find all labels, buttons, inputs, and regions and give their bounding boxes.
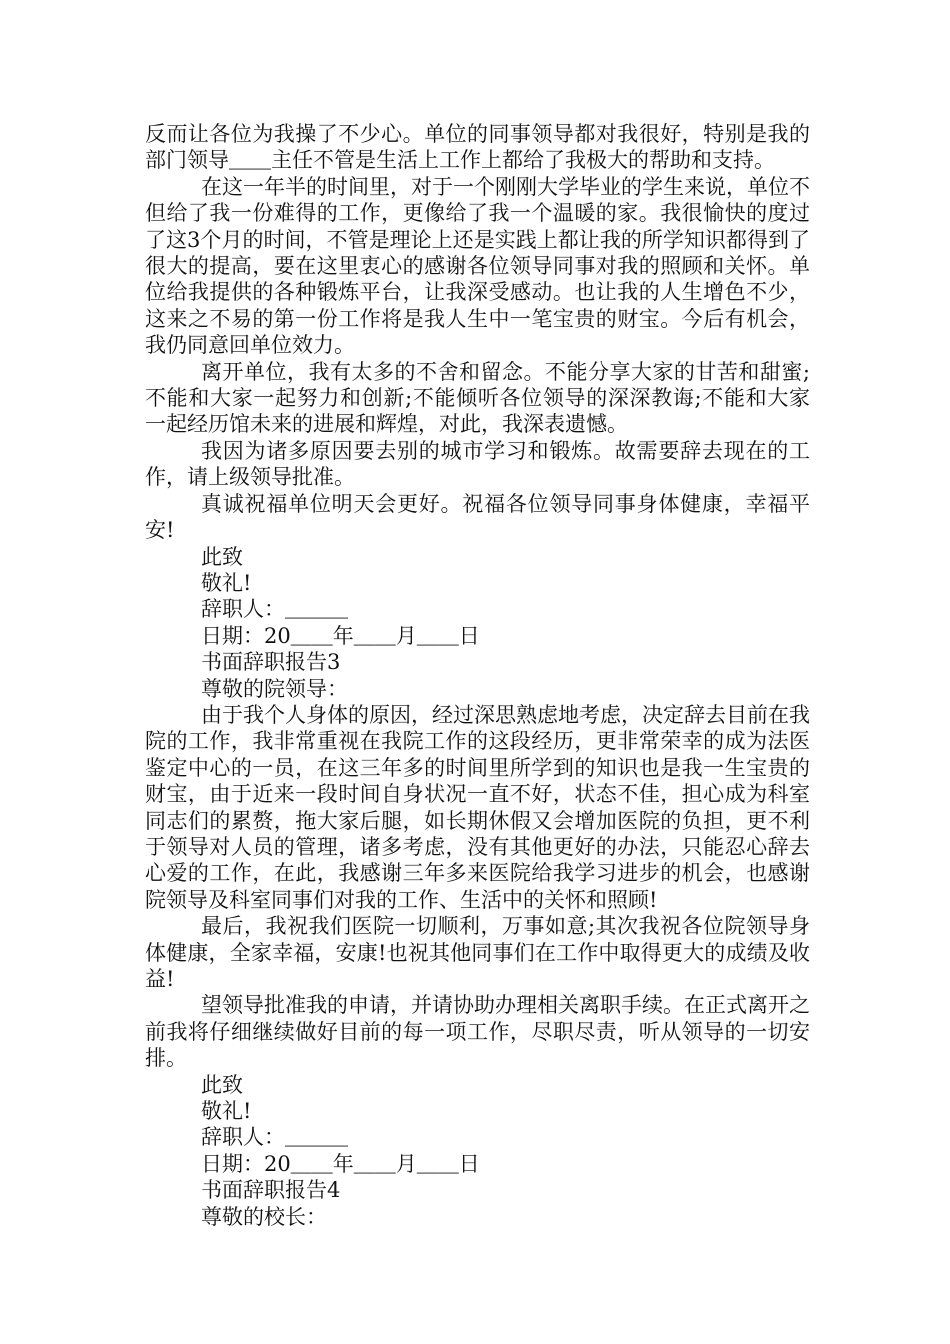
date-line: 日期：20＿＿年＿＿月＿＿日 (201, 623, 480, 648)
body-paragraph: 最后，我祝我们医院一切顺利，万事如意;其次我祝各位院领导身体健康，全家幸福，安康!也祝其他同事们在工作中取得更大的成绩及收益! (145, 914, 810, 991)
section-title: 书面辞职报告3 (201, 650, 341, 675)
body-paragraph: 望领导批准我的申请，并请协助办理相关离职手续。在正式离开之前我将仔细继续做好目前的每一项工作，尽职尽责，听从领导的一切安排。 (145, 993, 810, 1071)
body-paragraph: 在这一年半的时间里，对于一个刚刚大学毕业的学生来说，单位不但给了我一份难得的工作，更像给了我一个温暖的家。我很愉快的度过了这3个月的时间，不管是理论上还是实践上都让我的所学知识都得到了很大的提高，要在这里衷心的感谢各位领导同事对我的照顾和关怀。单位给我提供的各种锻炼平台，让我深受感动。也让我的人生增色不少，这来之不易的第一份工作将是我人生中一笔宝贵的财宝。今后有机会，我仍同意回单位效力。 (145, 174, 810, 358)
body-paragraph: 真诚祝福单位明天会更好。祝福各位领导同事身体健康，幸福平安! (145, 491, 810, 543)
signature-line: 辞职人：＿＿＿ (201, 1125, 348, 1150)
body-paragraph: 离开单位，我有太多的不舍和留念。不能分享大家的甘苦和甜蜜;不能和大家一起努力和创新;不能倾听各位领导的深深教诲;不能和大家一起经历馆未来的进展和辉煌，对此，我深表遗憾。 (145, 359, 810, 437)
date-line: 日期：20＿＿年＿＿月＿＿日 (201, 1151, 480, 1176)
signature-line: 辞职人：＿＿＿ (201, 597, 348, 622)
closing-regards: 敬礼! (201, 1099, 252, 1124)
body-paragraph: 我因为诸多原因要去别的城市学习和锻炼。故需要辞去现在的工作，请上级领导批准。 (145, 438, 810, 490)
section-title: 书面辞职报告4 (201, 1178, 341, 1203)
letter-salutation: 尊敬的院领导： (201, 676, 348, 701)
closing-salutation: 此致 (201, 544, 243, 569)
body-paragraph: 由于我个人身体的原因，经过深思熟虑地考虑，决定辞去目前在我院的工作，我非常重视在我院工作的这段经历，更非常荣幸的成为法医鉴定中心的一员，在这三年多的时间里所学到的知识也是我一生宝贵的财宝，由于近来一段时间自身状况一直不好，状态不佳，担心成为科室同志们的累赘，拖大家后腿，如长期休假又会增加医院的负担，更不利于领导对人员的管理，诸多考虑，没有其他更好的办法，只能忍心辞去心爱的工作，在此，我感谢三年多来医院给我学习进步的机会，也感谢院领导及科室同事们对我的工作、生活中的关怀和照顾! (145, 702, 810, 912)
closing-regards: 敬礼! (201, 570, 252, 595)
document-page (145, 121, 810, 1230)
letter-salutation: 尊敬的校长： (201, 1204, 327, 1229)
closing-salutation: 此致 (201, 1072, 243, 1097)
body-paragraph: 反而让各位为我操了不少心。单位的同事领导都对我很好，特别是我的部门领导＿＿主任不管是生活上工作上都给了我极大的帮助和支持。 (145, 122, 810, 173)
